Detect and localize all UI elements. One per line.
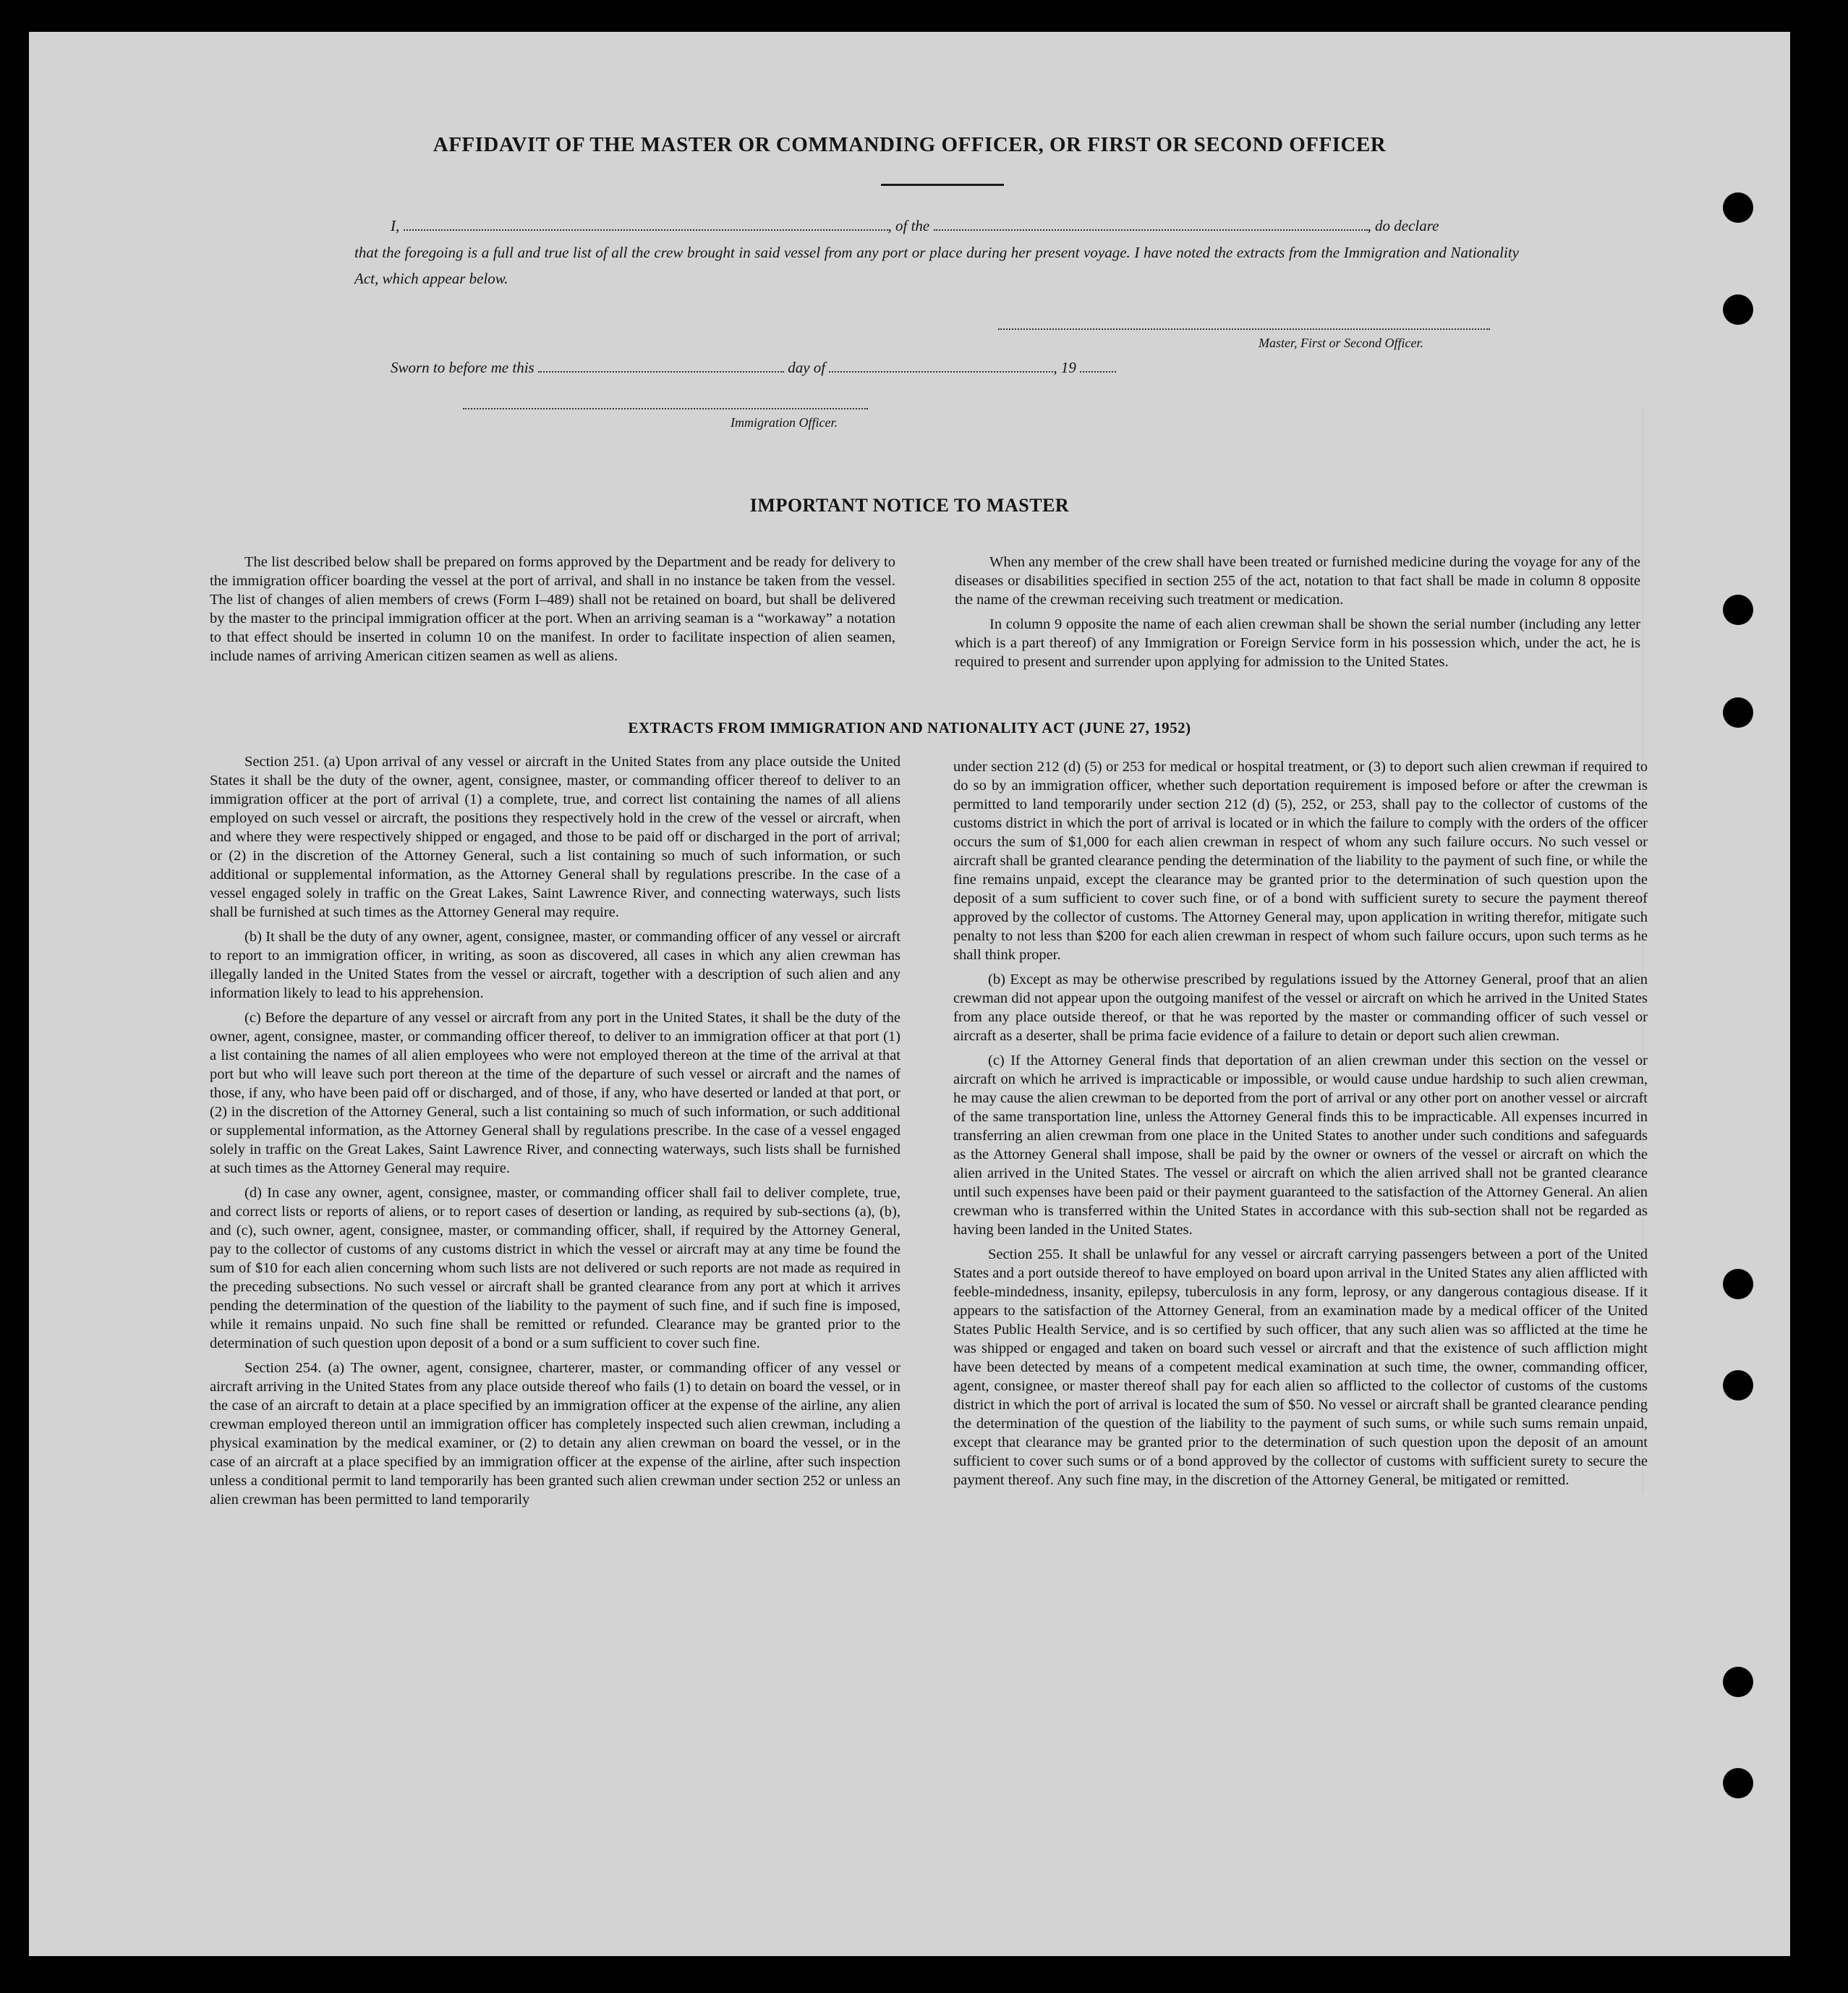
extract-paragraph: (c) If the Attorney General finds that deportation of an alien crewman under this section on the vessel or aircraft on which he arrived is impracticable or impossible, or would cause undue hardship to such alien crewman, he may cause the alien crewman to be deported from the port of arrival or any other port on another vessel or aircraft of the same transportation line, unless the Attorney General finds this to be impracticable. All expenses incurred in transferring an alien crewman from one place in the United States to another under such conditions and safeguards as the Attorney General shall impose, shall be paid by the owner or owners of the vessel or aircraft on which the alien arrived in the United States. The vessel or aircraft on which the alien arrived shall not be granted clearance until such expenses have been paid or their payment guaranteed to the satisfaction of the Attorney General. An alien crewman who is transferred within the United States in accordance with this sub-section shall not be regarded as having been landed in the United States. — [953, 1053, 1648, 1238]
binder-hole — [1723, 1269, 1753, 1299]
of-the-label: , of the — [887, 217, 930, 234]
binder-hole — [1723, 1370, 1753, 1401]
extracts-left-column — [210, 752, 900, 1515]
extract-paragraph: under section 212 (d) (5) or 253 for medical or hospital treatment, or (3) to deport such alien crewman if required to do so by an immigration officer, whether such deportation requirement is imposed before or after the crewman is permitted to land temporarily under section 212 (d) (5), 252, or 253, shall pay to the collector of customs of the customs district in which the port of arrival is located or in which the failure to comply with the orders of the officer occurs the sum of $1,000 for each alien crewman in respect of whom any such failure occurs. No such vessel or aircraft shall be granted clearance pending the determination of the liability to the payment of such fine, or while the fine remains unpaid, except the clearance may be granted prior to the determination of such question upon the deposit of a sum sufficient to cover such fine, or of a bond with sufficient surety to secure the payment thereof approved by the collector of customs. The Attorney General may, upon application in writing therefor, mitigate such penalty to not less than $200 for each alien crewman in respect of whom such failure occurs, upon such terms as he shall think proper. — [953, 759, 1648, 963]
document-page — [29, 32, 1790, 1956]
sworn-day-field[interactable] — [538, 371, 784, 373]
notice-title: IMPORTANT NOTICE TO MASTER — [749, 495, 1070, 516]
affidavit-declaration-line — [391, 213, 1512, 239]
binder-hole — [1723, 294, 1753, 325]
extract-paragraph: (c) Before the departure of any vessel or aircraft from any port in the United States, it shall be the duty of the owner, agent, consignee, master, or commanding officer thereof, to deliver to an immigration officer at that port (1) a list containing the names of all alien employees who were not employed thereon at the time of the arrival at that port but who will leave such port thereon at the time of the departure of such vessel or aircraft and the names of those, if any, who have been paid off or discharged, and of those, if any, who have deserted or landed at that port, or (2) in the discretion of the Attorney General, such a list containing so much of such information, or such additional or supplemental information, as the Attorney General shall by regulations prescribe. In the case of a vessel engaged solely in traffic on the Great Lakes, Saint Lawrence River, and connecting waterways, such lists shall be furnished at such times as the Attorney General may require. — [210, 1010, 900, 1176]
notice-right-paragraph: In column 9 opposite the name of each alien crewman shall be shown the serial number (including any letter which is a part thereof) of any Immigration or Foreign Service form in his possession which, under the act, he is required to present and surrender upon applying for admission to the United States. — [955, 616, 1640, 670]
title-rule — [881, 184, 1004, 186]
do-declare-label: , do declare — [1367, 217, 1439, 234]
vessel-field[interactable] — [934, 229, 1368, 231]
notice-right-paragraph: When any member of the crew shall have been treated or furnished medicine during the voyage for any of the diseases or disabilities specified in section 255 of the act, notation to that fact shall be made in column 8 opposite the name of the crewman receiving such treatment or medication. — [955, 554, 1640, 608]
extracts-title: EXTRACTS FROM IMMIGRATION AND NATIONALITY ACT (JUNE 27, 1952) — [628, 719, 1191, 736]
year-label: , 19 — [1053, 359, 1076, 376]
extract-paragraph: (d) In case any owner, agent, consignee, master, or commanding officer shall fail to deliver complete, true, and correct lists or reports of aliens, or to report cases of desertion or landing, as required by sub-sections (a), (b), and (c), such owner, agent, consignee, master, or commanding officer, shall, if required by the Attorney General, pay to the collector of customs of any customs district in which the vessel or aircraft may at any time be found the sum of $10 for each alien concerning whom such lists are not delivered or such reports are not made as required in the preceding subsections. No such vessel or aircraft shall be granted clearance from any port at which it arrives pending the determination of the question of the liability to the payment of such fine, and if such fine is imposed, while it remains unpaid. No such fine shall be remitted or refunded. Clearance may be granted prior to the determination of such question upon deposit of a bond or a sum sufficient to cover such fine. — [210, 1185, 900, 1351]
master-signature-label: Master, First or Second Officer. — [1259, 336, 1423, 350]
i-label: I, — [391, 217, 400, 234]
immigration-officer-signature-field[interactable] — [463, 408, 868, 409]
affidavit-declaration-text: that the foregoing is a full and true list of all the crew brought in said vessel from any port or place during her present voyage. I have noted the extracts from the Immigration and Nationality Act, which appear below. — [354, 244, 1519, 287]
notice-left-column — [210, 553, 895, 671]
affidavit-title: AFFIDAVIT OF THE MASTER OR COMMANDING OFFICER, OR FIRST OR SECOND OFFICER — [433, 133, 1387, 156]
sworn-label: Sworn to before me this — [391, 359, 535, 376]
sworn-year-field[interactable] — [1080, 371, 1116, 373]
binder-hole — [1723, 192, 1753, 223]
binder-hole — [1723, 595, 1753, 625]
day-of-label: day of — [788, 359, 826, 376]
extract-paragraph: (b) It shall be the duty of any owner, agent, consignee, master, or commanding officer of any vessel or aircraft to report to an immigration officer, in writing, as soon as discovered, all cases in which any alien crewman has illegally landed in the United States from the vessel or aircraft, together with a description of such alien and any information likely to lead to his apprehension. — [210, 929, 900, 1001]
extract-paragraph: Section 255. It shall be unlawful for any vessel or aircraft carrying passengers between a port of the United States and a port outside thereof to have employed on board upon arrival in the United States any alien afflicted with feeble-mindedness, insanity, epilepsy, tuberculosis in any form, leprosy, or any dangerous contagious disease. If it appears to the satisfaction of the Attorney General, from an examination made by a medical officer of the United States Public Health Service, and is so certified by such officer, that any such alien was so afflicted at the time he was shipped or engaged and taken on board such vessel or aircraft and that the existence of such affliction might have been detected by means of a competent medical examination at such time, the owner, commanding officer, agent, consignee, or master thereof shall pay for each alien so afflicted to the collector of customs of the customs district in which the port of arrival is located the sum of $50. No vessel or aircraft shall be granted clearance pending the determination of the question of the liability to the payment of such sums, or while such sums remain unpaid, except that clearance may be granted prior to the determination of such question upon the deposit of an amount sufficient to cover such sums or of a bond approved by the collector of customs with sufficient surety to secure the payment thereof. Any such fine may, in the discretion of the Attorney General, be mitigated or remitted. — [953, 1246, 1648, 1488]
extracts-right-column — [953, 757, 1648, 1495]
bleed-through-mark — [1642, 408, 1687, 1493]
binder-hole — [1723, 1768, 1753, 1798]
master-signature-field[interactable] — [998, 328, 1490, 330]
sworn-line — [391, 354, 1259, 381]
immigration-officer-label: Immigration Officer. — [731, 415, 838, 430]
binder-hole — [1723, 1667, 1753, 1697]
extract-paragraph: (b) Except as may be otherwise prescribed by regulations issued by the Attorney General, proof that an alien crewman did not appear upon the outgoing manifest of the vessel or aircraft on which he arrived in the United States from any place outside thereof, or that he was reported by the master or commanding officer of such vessel or aircraft as a deserter, shall be prima facie evidence of a failure to detain or deport such alien crewman. — [953, 972, 1648, 1044]
sworn-month-field[interactable] — [829, 371, 1053, 373]
notice-left-paragraph: The list described below shall be prepared on forms approved by the Department and be ready for delivery to the immigration officer boarding the vessel at the port of arrival, and shall in no instance be taken from the vessel. The list of changes of alien members of crews (Form I–489) shall not be retained on board, but shall be delivered by the master to the principal immigration officer at the port. When an arriving seaman is a “workaway” a notation to that effect should be inserted in column 10 on the manifest. In order to facilitate inspection of alien seamen, include names of arriving American citizen seamen as well as aliens. — [210, 554, 895, 664]
notice-right-column — [955, 553, 1640, 677]
extract-paragraph: Section 251. (a) Upon arrival of any vessel or aircraft in the United States from any place outside the United States it shall be the duty of the owner, agent, consignee, master, or commanding officer thereof to deliver to an immigration officer at the port of arrival (1) a complete, true, and correct list containing the names of all aliens employed on such vessel or aircraft, the positions they respectively hold in the crew of the vessel or aircraft, when and where they were respectively shipped or engaged, and those to be paid off or discharged in the port of arrival; or (2) in the discretion of the Attorney General, such a list containing so much of such information, or such additional or supplemental information, as the Attorney General shall by regulations prescribe. In the case of a vessel engaged solely in traffic on the Great Lakes, Saint Lawrence River, and connecting waterways, such lists shall be furnished at such times as the Attorney General may require. — [210, 754, 900, 920]
extract-paragraph: Section 254. (a) The owner, agent, consignee, charterer, master, or commanding officer of any vessel or aircraft arriving in the United States from any place outside thereof who fails (1) to detain on board the vessel, or in the case of an aircraft to detain at a place specified by an immigration officer at the expense of the airline, any alien crewman employed thereon until an immigration officer has completely inspected such alien crewman, including a physical examination by the medical examiner, or (2) to detain any alien crewman on board the vessel, or in the case of an aircraft at a place specified by an immigration officer at the expense of the airline, after such inspection unless a conditional permit to land temporarily has been granted such alien crewman under section 252 or unless an alien crewman has been permitted to land temporarily — [210, 1360, 900, 1508]
name-field[interactable] — [404, 229, 888, 231]
